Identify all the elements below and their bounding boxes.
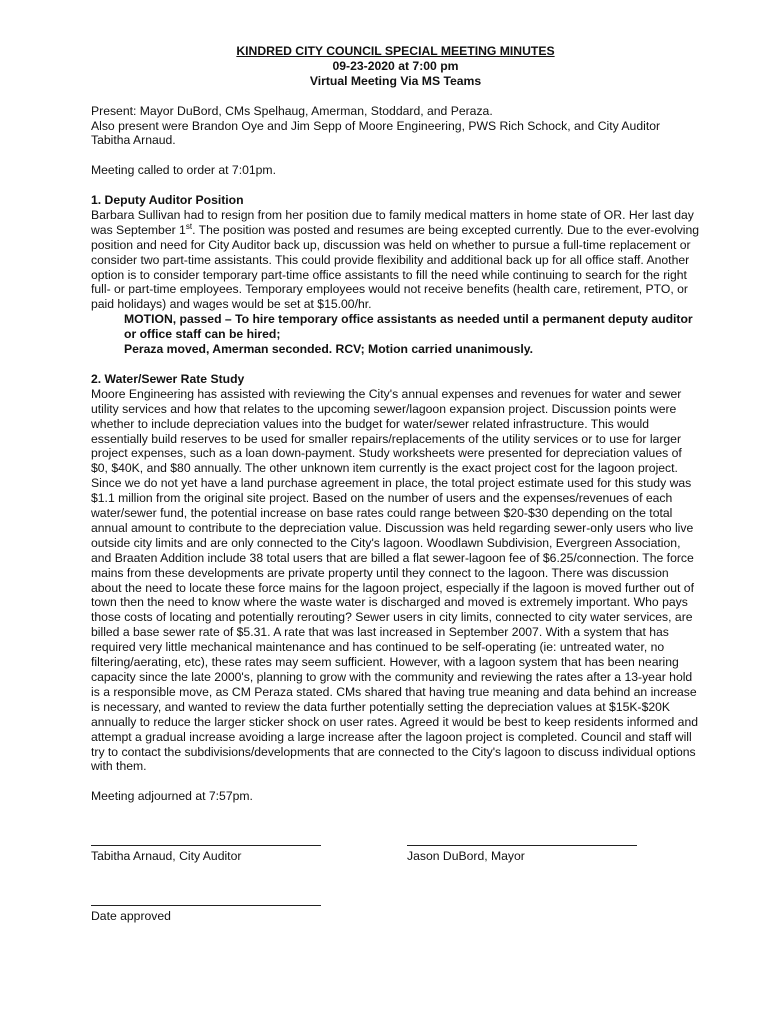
signature-line (91, 893, 321, 906)
signature-label: Jason DuBord, Mayor (407, 849, 525, 864)
section-heading: 2. Water/Sewer Rate Study (91, 371, 245, 386)
adjourned: Meeting adjourned at 7:57pm. (91, 789, 253, 804)
document-header (91, 44, 700, 89)
call-to-order: Meeting called to order at 7:01pm. (91, 163, 276, 178)
meeting-venue: Virtual Meeting Via MS Teams (309, 73, 482, 88)
also-present-list: Also present were Brandon Oye and Jim Sepp of Moore Engineering, PWS Rich Schock, and City Auditor Tabitha Arnaud. (91, 118, 661, 148)
motion-text: MOTION, passed – To hire temporary office assistants as needed until a permanent deputy auditor or office staff can be hired; (124, 312, 693, 342)
section-heading: 1. Deputy Auditor Position (91, 193, 244, 208)
section-deputy-auditor (91, 193, 700, 357)
mayor-signature (407, 833, 637, 864)
motion-vote: Peraza moved, Amerman seconded. RCV; Motion carried unanimously. (124, 342, 534, 357)
attendance (91, 104, 700, 149)
signature-block (91, 833, 700, 953)
auditor-signature (91, 833, 321, 864)
section-body: Moore Engineering has assisted with reviewing the City's annual expenses and revenues for water and sewer utility services and how that relates to the upcoming sewer/lagoon expansion project. Discussion points were whether to include depreciation values into the budget for water/sewer related infrastructure. This would essentially build reserves to be used for smaller repairs/replacements of the utility services or to use for larger project expenses, such as a loan down-payment. Study worksheets were presented for depreciation values of $0, $40K, and $80 annually. The other unknown item currently is the exact project cost for the lagoon project. Since we do not yet have a land purchase agreement in place, the total project estimate used for this study was $1.1 million from the original site project. Based on the number of users and the expenses/revenues of each water/sewer fund, the potential increase on base rates could range between $20-$30 depending on the total annual amount to contribute to the depreciation value. Discussion was held regarding sewer-only users who live outside city limits and are only connected to the City's lagoon. Woodlawn Subdivision, Evergreen Association, and Braaten Addition include 38 total users that are billed a flat sewer-lagoon fee of $6.25/connection. The force mains from these developments are private property until they connect to the lagoon. There was discussion about the need to locate these force mains for the lagoon project, especially if the lagoon is moved further out of town then the need to know where the waste water is discharged and moved is extremely important. Who pays those costs of locating and potentially rerouting? Sewer users in city limits, connected to city water services, are billed a base sewer rate of $5.31. A rate that was last increased in September 2007. With a system that has required very little mechanical maintenance and has continued to be self-operating (ie: untreated water, no filtering/aerating, etc), these rates may seem sufficient. However, with a lagoon system that has been nearing capacity since the late 2000's, planning to grow with the community and reviewing the rates after a 13-year hold is a responsible move, as CM Peraza stated. CMs shared that having true meaning and data behind an increase is necessary, and wanted to review the data further potentially setting the depreciation values at $15K-$20K annually to reduce the larger sticker shock on user rates. Agreed it would be best to keep residents informed and attempt a gradual increase avoiding a large increase after the lagoon project is completed. Council and staff will try to contact the subdivisions/developments that are connected to the City's lagoon to discuss individual options with them. (91, 386, 699, 774)
present-list: Present: Mayor DuBord, CMs Spelhaug, Amerman, Stoddard, and Peraza. (91, 103, 493, 118)
section-rate-study (91, 372, 700, 774)
section-body (91, 208, 700, 312)
date-approved (91, 893, 321, 924)
signature-line (91, 833, 321, 846)
body-text: Barbara Sullivan had to resign from her position due to family medical matters in home state of OR. Her last day was September 1 (91, 207, 694, 237)
signature-label: Tabitha Arnaud, City Auditor (91, 849, 242, 864)
signature-label: Date approved (91, 909, 171, 924)
document-title: KINDRED CITY COUNCIL SPECIAL MEETING MINUTES (236, 44, 555, 58)
body-text-continued: . The position was posted and resumes are being excepted currently. Due to the ever-evolving position and need for City Auditor back up, discussion was held on whether to pursue a full-time replacement or consider two part-time assistants. This could provide flexibility and additional back up for all office staff. Another option is to consider temporary part-time office assistants to fill the need while continuing to search for the right full- or part-time employees. Temporary employees would not receive benefits (health care, retirement, PTO, or paid holidays) and wages would be set at $15.00/hr. (91, 222, 700, 312)
signature-line (407, 833, 637, 846)
ordinal-suffix: st (185, 221, 193, 231)
meeting-datetime: 09-23-2020 at 7:00 pm (332, 58, 459, 73)
